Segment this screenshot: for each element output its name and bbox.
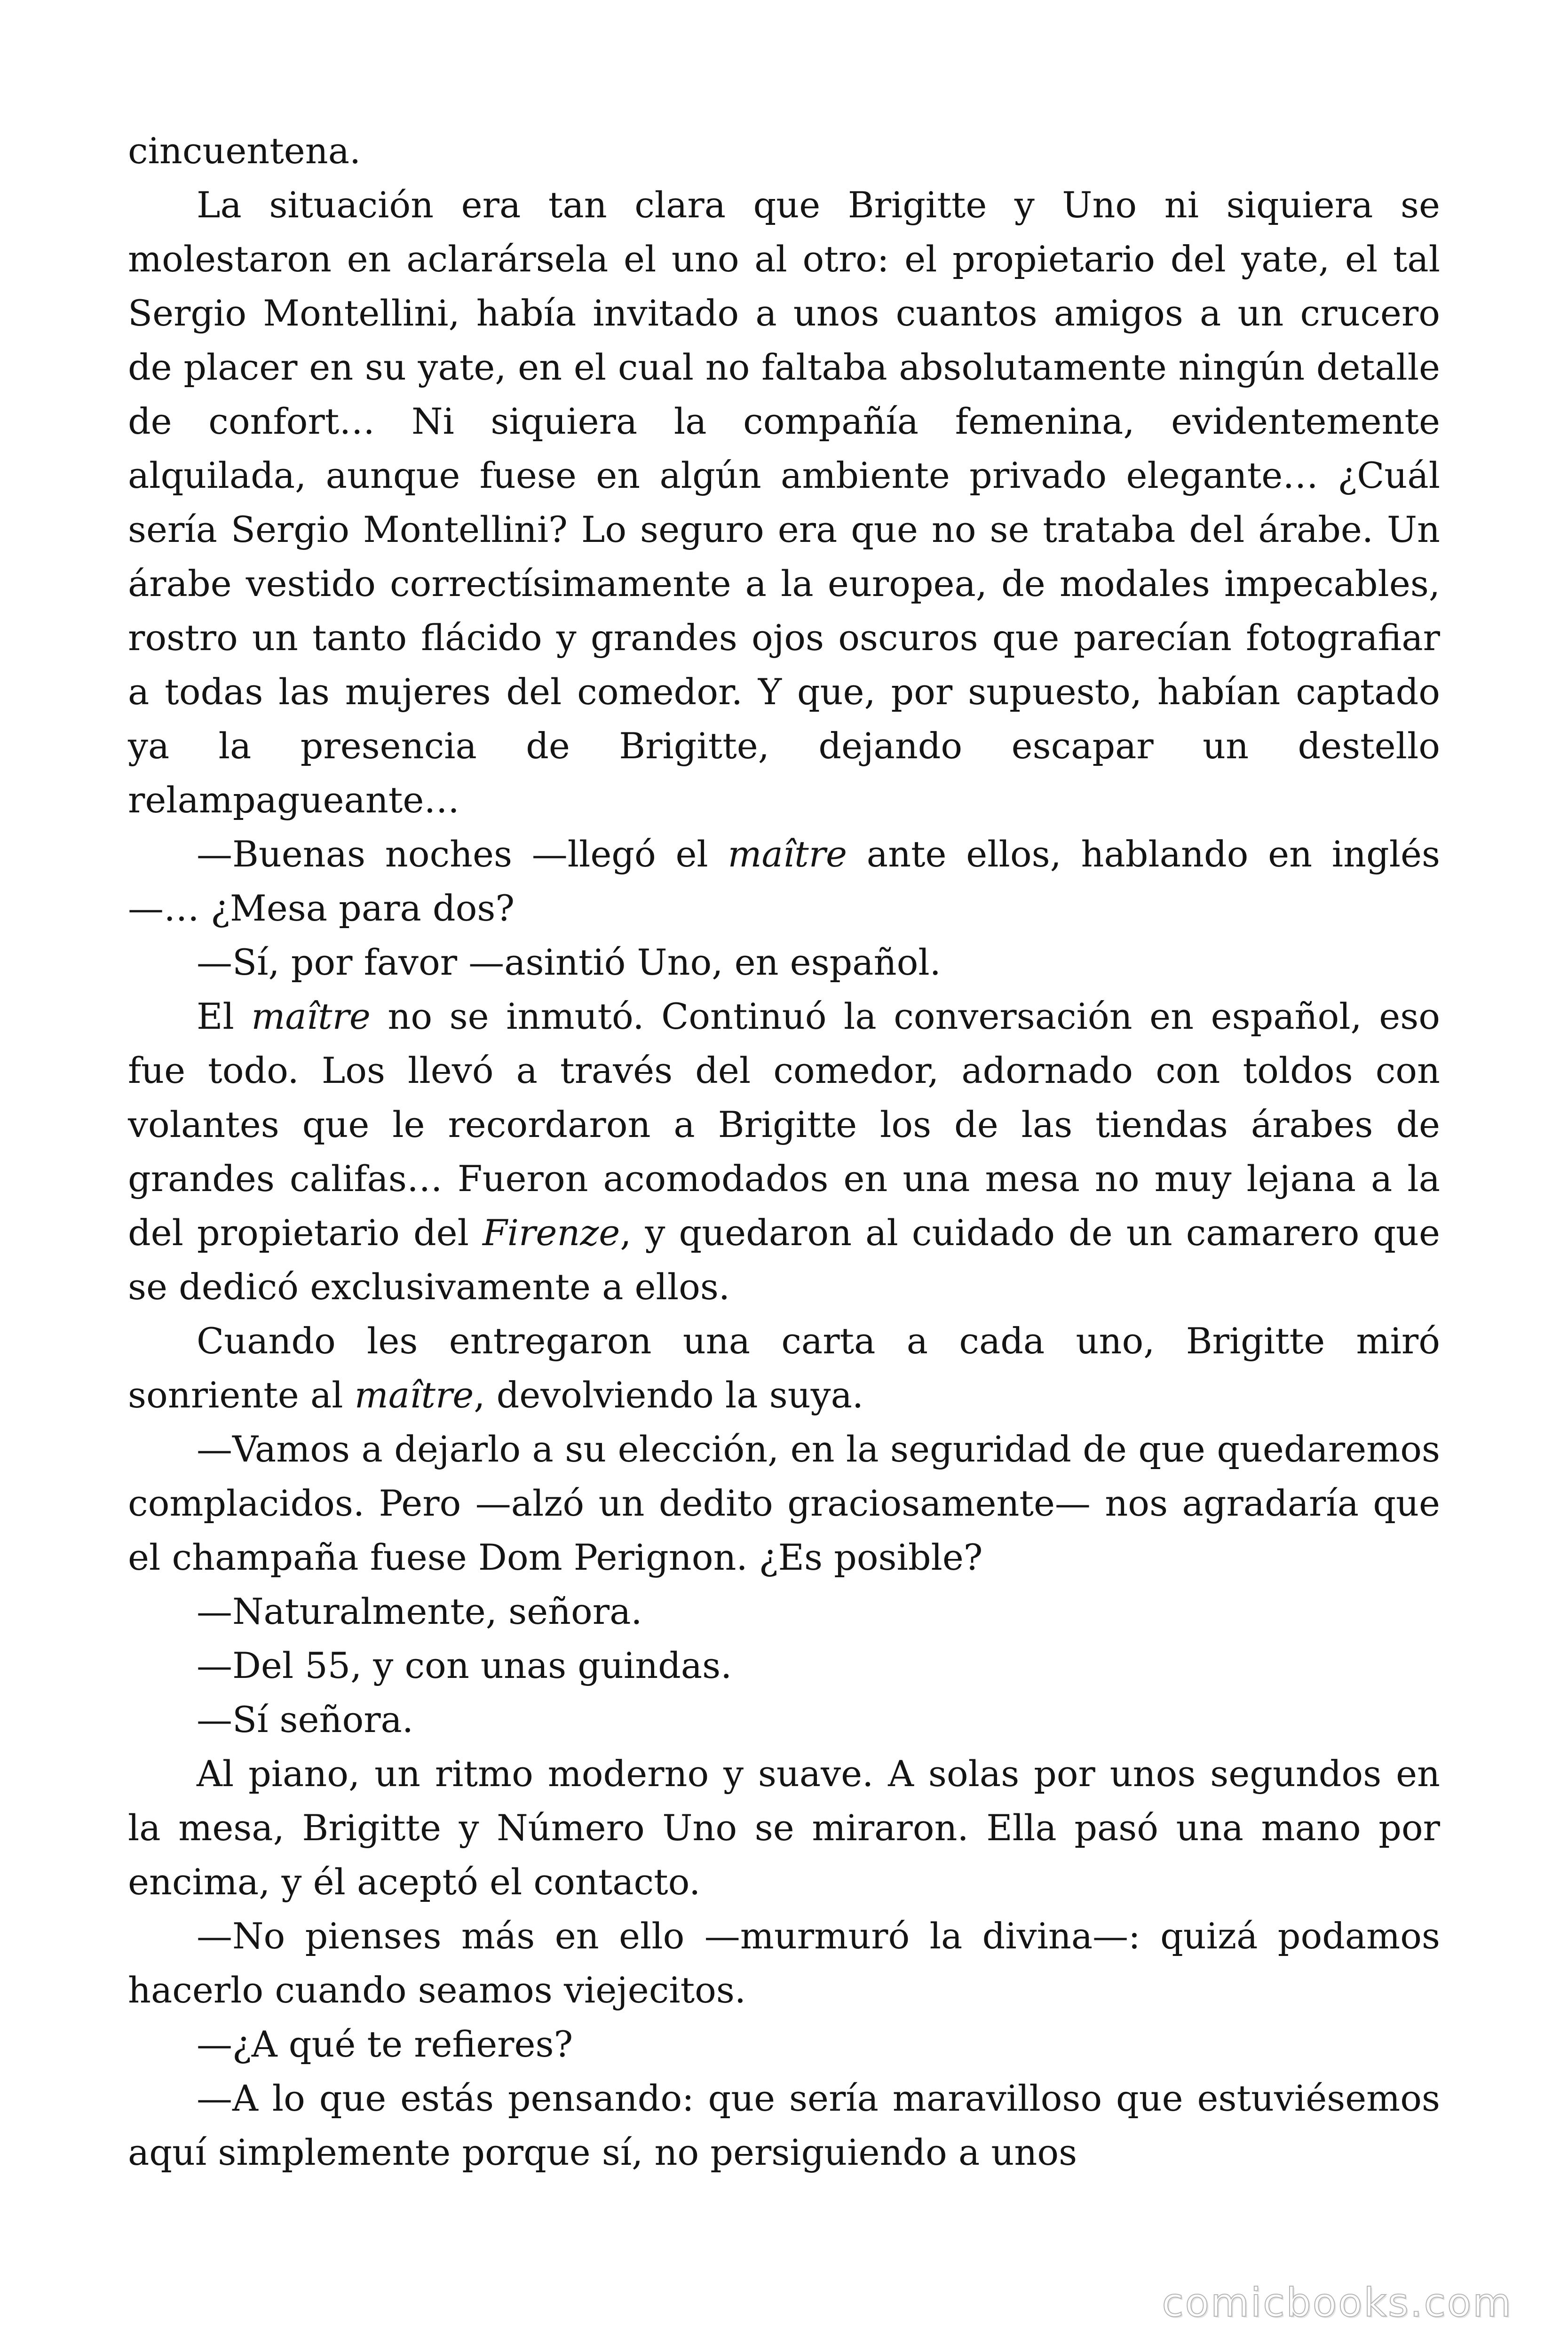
paragraph-2: La situación era tan clara que Brigitte y Uno ni siquiera se molestaron en aclarársela el uno al otro: el propietario del yate, el tal Sergio Montellini, había invitado a unos cuantos amigos a un crucero de placer en su yate, en el cual no faltaba absolutamente ningún detalle de confort… Ni siquiera la compañía femenina, evidentemente alquilada, aunque fuese en algún ambiente privado elegante… ¿Cuál sería Sergio Montellini? Lo seguro era que no se trataba del árabe. Un árabe vestido correctísimamente a la europea, de modales impecables, rostro un tanto flácido y grandes ojos oscuros que parecían fotografiar a todas las mujeres del comedor. Y que, por supuesto, habían captado ya la presencia de Brigitte, dejando escapar un destello relampagueante…: [128, 184, 1440, 821]
book-page-text: [128, 124, 1440, 2179]
paragraph-6: Cuando les entregaron una carta a cada uno, Brigitte miró sonriente al maître, devolviendo la suya.: [128, 1320, 1440, 1416]
paragraph-1: cincuentena.: [128, 130, 361, 172]
paragraph-3: —Buenas noches —llegó el maître ante ellos, hablando en inglés —… ¿Mesa para dos?: [128, 833, 1440, 929]
watermark: comicbooks.com: [1162, 2280, 1513, 2326]
paragraph-5: El maître no se inmutó. Continuó la conversación en español, eso fue todo. Los llevó a través del comedor, adornado con toldos con volantes que le recordaron a Brigitte los de las tiendas árabes de grandes califas… Fueron acomodados en una mesa no muy lejana a la del propietario del Firenze, y quedaron al cuidado de un camarero que se dedicó exclusivamente a ellos.: [128, 995, 1440, 1308]
paragraph-9: —Del 55, y con unas guindas.: [197, 1645, 732, 1686]
paragraph-4: —Sí, por favor —asintió Uno, en español.: [197, 941, 941, 983]
paragraph-8: —Naturalmente, señora.: [197, 1590, 642, 1632]
paragraph-12: —No pienses más en ello —murmuró la divina—: quizá podamos hacerlo cuando seamos viejecitos.: [128, 1915, 1440, 2011]
paragraph-11: Al piano, un ritmo moderno y suave. A solas por unos segundos en la mesa, Brigitte y Número Uno se miraron. Ella pasó una mano por encima, y él aceptó el contacto.: [128, 1753, 1440, 1903]
paragraph-14: —A lo que estás pensando: que sería maravilloso que estuviésemos aquí simplemente porque sí, no persiguiendo a unos: [128, 2077, 1440, 2173]
paragraph-7: —Vamos a dejarlo a su elección, en la seguridad de que quedaremos complacidos. Pero —alzó un dedito graciosamente— nos agradaría que el champaña fuese Dom Perignon. ¿Es posible?: [128, 1428, 1440, 1578]
paragraph-10: —Sí señora.: [197, 1699, 414, 1740]
paragraph-13: —¿A qué te refieres?: [197, 2023, 573, 2065]
